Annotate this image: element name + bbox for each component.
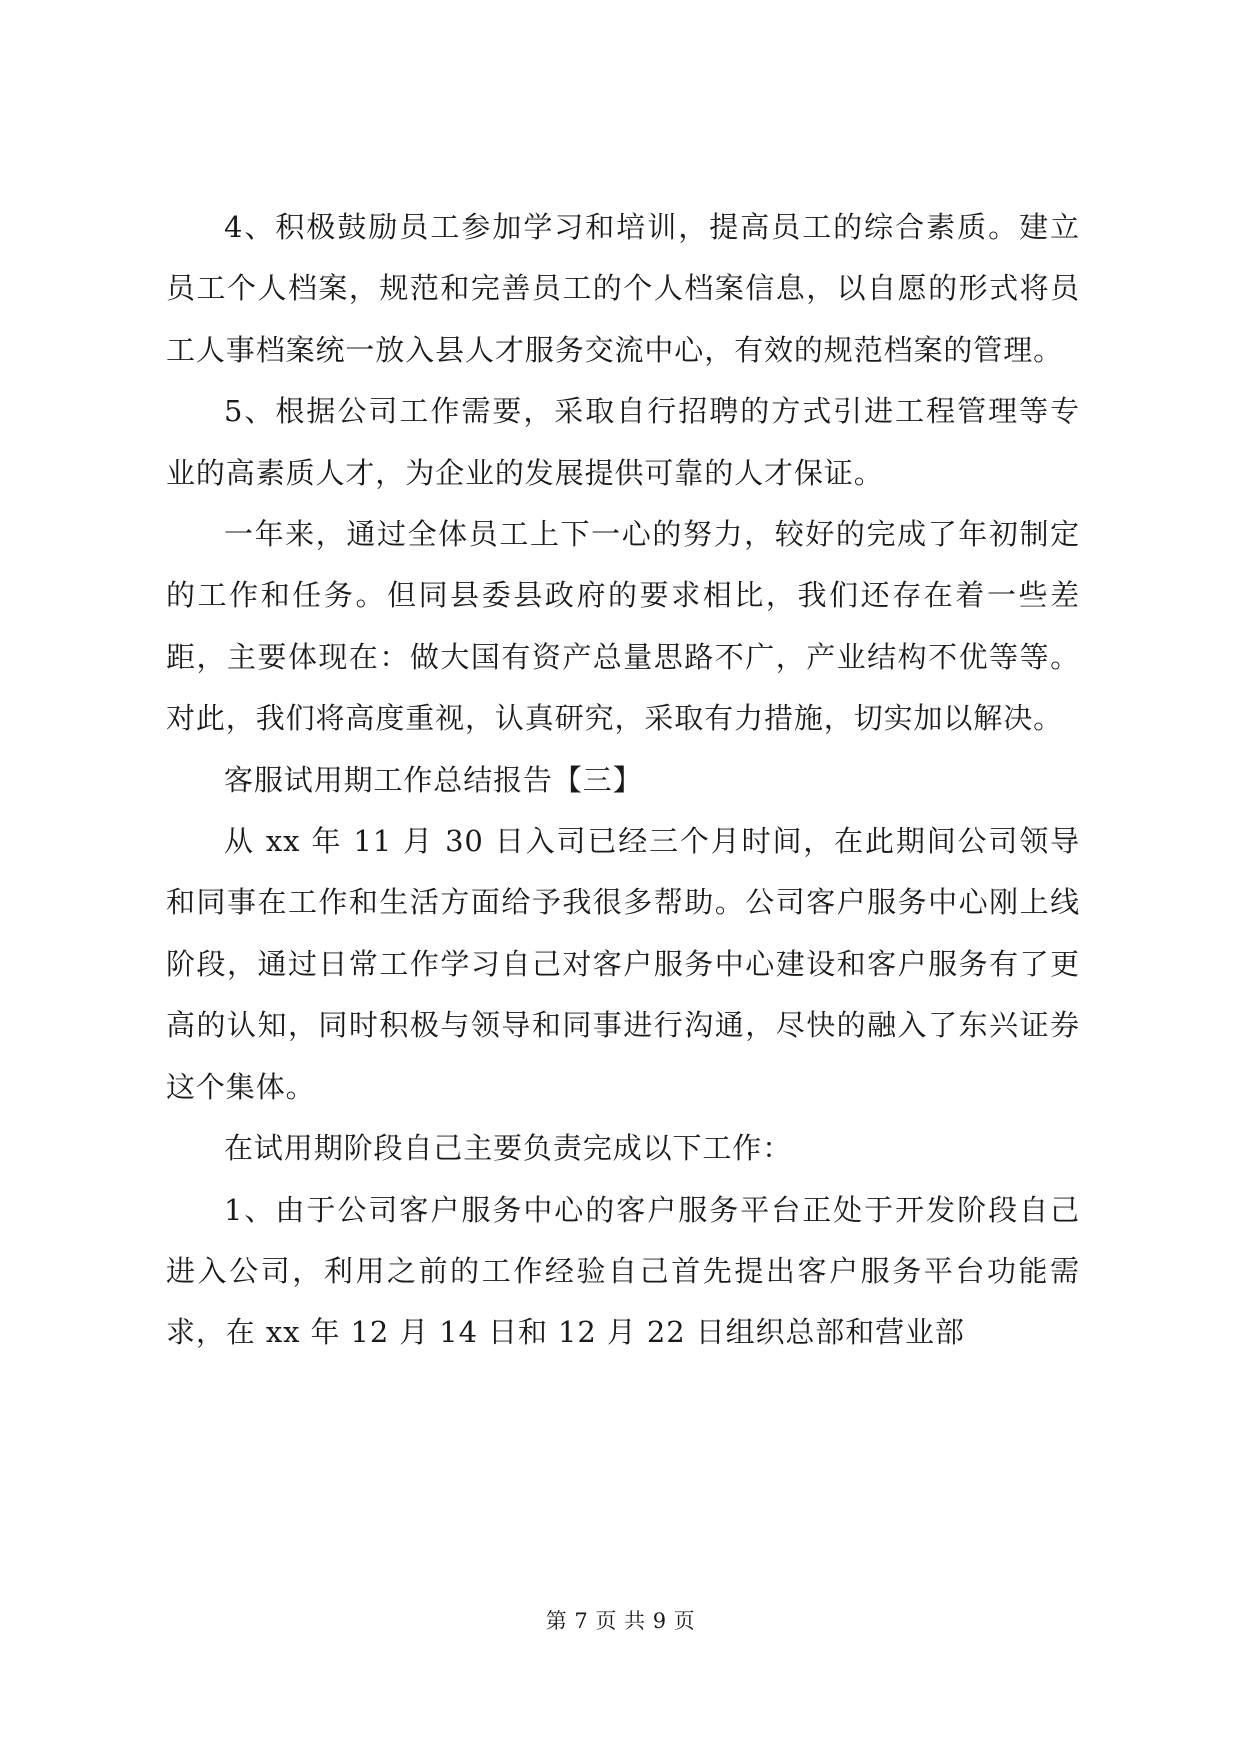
paragraph-work-item-1: 1、由于公司客户服务中心的客户服务平台正处于开发阶段自己进入公司，利用之前的工作经验自己首先提出客户服务平台功能需求，在 xx 年 12 月 14 日和 12 月 22 日组织总部和营业部: [166, 1192, 1080, 1350]
paragraph-intro: 从 xx 年 11 月 30 日入司已经三个月时间，在此期间公司领导和同事在工作和生活方面给予我很多帮助。公司客户服务中心刚上线阶段，通过日常工作学习自己对客户服务中心建设和客户服务有了更高的认知，同时积极与领导和同事进行沟通，尽快的融入了东兴证券这个集体。: [166, 824, 1080, 1104]
document-body: [166, 197, 1080, 1364]
section-heading: 客服试用期工作总结报告【三】: [224, 762, 643, 797]
paragraph-item-5: 5、根据公司工作需要，采取自行招聘的方式引进工程管理等专业的高素质人才，为企业的发展提供可靠的人才保证。: [166, 394, 1080, 490]
paragraph-item-4: 4、积极鼓励员工参加学习和培训，提高员工的综合素质。建立员工个人档案，规范和完善员工的个人档案信息，以自愿的形式将员工人事档案统一放入县人才服务交流中心，有效的规范档案的管理。: [166, 210, 1080, 367]
paragraph-work-list-intro: 在试用期阶段自己主要负责完成以下工作：: [224, 1131, 793, 1166]
paragraph-year-summary: 一年来，通过全体员工上下一心的努力，较好的完成了年初制定的工作和任务。但同县委县政府的要求相比，我们还存在着一些差距，主要体现在：做大国有资产总量思路不广，产业结构不优等等。对此，我们将高度重视，认真研究，采取有力措施，切实加以解决。: [166, 517, 1080, 736]
page-footer: 第 7 页 共 9 页: [545, 1609, 696, 1633]
